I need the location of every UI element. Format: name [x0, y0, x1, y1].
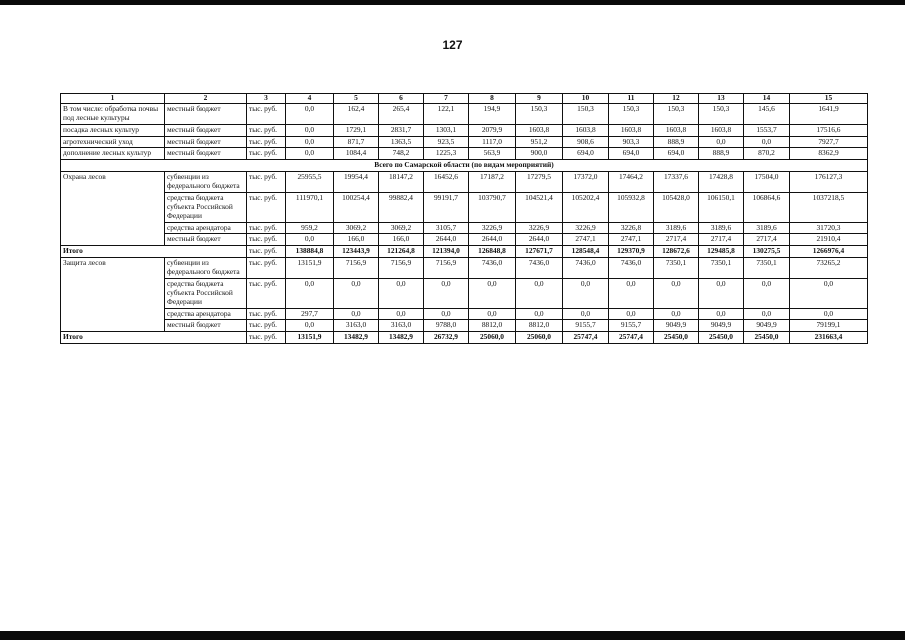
- value-cell: 126848,8: [469, 246, 516, 258]
- value-cell: 25450,0: [654, 332, 699, 344]
- value-cell: 0,0: [654, 308, 699, 320]
- value-cell: 0,0: [334, 278, 379, 308]
- value-cell: 0,0: [516, 308, 563, 320]
- value-cell: 7156,9: [379, 258, 424, 279]
- table-row: [61, 308, 868, 320]
- value-cell: 0,0: [286, 124, 334, 136]
- value-cell: 3105,7: [424, 222, 469, 234]
- table-row: [61, 222, 868, 234]
- column-number-row: [61, 94, 868, 104]
- value-cell: 166,0: [379, 234, 424, 246]
- value-cell: 166,0: [334, 234, 379, 246]
- value-cell: 3189,6: [654, 222, 699, 234]
- unit-cell: тыс. руб.: [247, 332, 286, 344]
- value-cell: 888,9: [654, 136, 699, 148]
- value-cell: 145,6: [744, 103, 790, 124]
- value-cell: 130275,5: [744, 246, 790, 258]
- value-cell: 0,0: [744, 308, 790, 320]
- activity-cell: посадка лесных культур: [61, 124, 165, 136]
- value-cell: 748,2: [379, 148, 424, 160]
- value-cell: 25450,0: [699, 332, 744, 344]
- value-cell: 3226,9: [563, 222, 609, 234]
- column-number-header: 6: [379, 94, 424, 104]
- total-row: [61, 332, 868, 344]
- top-border-rule: [0, 0, 905, 5]
- unit-cell: тыс. руб.: [247, 258, 286, 279]
- value-cell: 0,0: [563, 308, 609, 320]
- funding-source-cell: средства бюджета субъекта Российской Федерации: [165, 278, 247, 308]
- value-cell: 121394,0: [424, 246, 469, 258]
- funding-source-cell: субвенции из федерального бюджета: [165, 172, 247, 193]
- value-cell: 297,7: [286, 308, 334, 320]
- value-cell: 105202,4: [563, 192, 609, 222]
- value-cell: 31720,3: [790, 222, 868, 234]
- value-cell: 870,2: [744, 148, 790, 160]
- value-cell: 694,0: [609, 148, 654, 160]
- value-cell: 923,5: [424, 136, 469, 148]
- value-cell: 25060,0: [469, 332, 516, 344]
- funding-source-cell: средства бюджета субъекта Российской Федерации: [165, 192, 247, 222]
- value-cell: 1603,8: [609, 124, 654, 136]
- value-cell: 26732,9: [424, 332, 469, 344]
- value-cell: 0,0: [516, 278, 563, 308]
- funding-source-cell: местный бюджет: [165, 320, 247, 332]
- value-cell: 25060,0: [516, 332, 563, 344]
- value-cell: 7927,7: [790, 136, 868, 148]
- value-cell: 9155,7: [609, 320, 654, 332]
- funding-source-cell: местный бюджет: [165, 148, 247, 160]
- value-cell: 0,0: [699, 136, 744, 148]
- value-cell: 7436,0: [563, 258, 609, 279]
- bottom-border-rule: [0, 631, 905, 640]
- value-cell: 0,0: [379, 308, 424, 320]
- value-cell: 0,0: [609, 278, 654, 308]
- value-cell: 17464,2: [609, 172, 654, 193]
- column-number-header: 14: [744, 94, 790, 104]
- value-cell: 18147,2: [379, 172, 424, 193]
- value-cell: 9049,9: [699, 320, 744, 332]
- value-cell: 79199,1: [790, 320, 868, 332]
- value-cell: 2644,0: [469, 234, 516, 246]
- value-cell: 563,9: [469, 148, 516, 160]
- value-cell: 0,0: [744, 136, 790, 148]
- column-number-header: 13: [699, 94, 744, 104]
- value-cell: 0,0: [744, 278, 790, 308]
- funding-source-cell: местный бюджет: [165, 124, 247, 136]
- value-cell: 0,0: [379, 278, 424, 308]
- column-number-header: 3: [247, 94, 286, 104]
- column-number-header: 7: [424, 94, 469, 104]
- activity-cell: агротехнический уход: [61, 136, 165, 148]
- value-cell: 13151,9: [286, 258, 334, 279]
- value-cell: 1603,8: [563, 124, 609, 136]
- unit-cell: тыс. руб.: [247, 103, 286, 124]
- value-cell: 13482,9: [379, 332, 424, 344]
- value-cell: 2747,1: [563, 234, 609, 246]
- unit-cell: тыс. руб.: [247, 172, 286, 193]
- value-cell: 1266976,4: [790, 246, 868, 258]
- value-cell: 2644,0: [516, 234, 563, 246]
- column-number-header: 1: [61, 94, 165, 104]
- value-cell: 17279,5: [516, 172, 563, 193]
- value-cell: 111970,1: [286, 192, 334, 222]
- value-cell: 150,3: [699, 103, 744, 124]
- value-cell: 150,3: [563, 103, 609, 124]
- value-cell: 3069,2: [379, 222, 424, 234]
- budget-table: [60, 93, 868, 344]
- total-row: [61, 246, 868, 258]
- activity-cell: В том числе: обработка почвы под лесные культуры: [61, 103, 165, 124]
- value-cell: 8362,9: [790, 148, 868, 160]
- value-cell: 7156,9: [424, 258, 469, 279]
- value-cell: 7436,0: [469, 258, 516, 279]
- unit-cell: тыс. руб.: [247, 308, 286, 320]
- value-cell: 3163,0: [334, 320, 379, 332]
- value-cell: 9155,7: [563, 320, 609, 332]
- value-cell: 0,0: [699, 278, 744, 308]
- value-cell: 128548,4: [563, 246, 609, 258]
- value-cell: 1603,8: [699, 124, 744, 136]
- value-cell: 1303,1: [424, 124, 469, 136]
- value-cell: 0,0: [654, 278, 699, 308]
- value-cell: 3189,6: [699, 222, 744, 234]
- table-body: [61, 103, 868, 343]
- value-cell: 3163,0: [379, 320, 424, 332]
- total-label: Итого: [61, 246, 247, 258]
- value-cell: 0,0: [286, 148, 334, 160]
- unit-cell: тыс. руб.: [247, 192, 286, 222]
- column-number-header: 10: [563, 94, 609, 104]
- column-number-header: 15: [790, 94, 868, 104]
- section-header-row: [61, 160, 868, 172]
- value-cell: 1084,4: [334, 148, 379, 160]
- page-number: 127: [442, 38, 463, 52]
- value-cell: 694,0: [654, 148, 699, 160]
- value-cell: 176127,3: [790, 172, 868, 193]
- value-cell: 0,0: [424, 308, 469, 320]
- value-cell: 0,0: [790, 308, 868, 320]
- value-cell: 7350,1: [654, 258, 699, 279]
- value-cell: 1729,1: [334, 124, 379, 136]
- value-cell: 129370,9: [609, 246, 654, 258]
- value-cell: 123443,9: [334, 246, 379, 258]
- value-cell: 265,4: [379, 103, 424, 124]
- unit-cell: тыс. руб.: [247, 148, 286, 160]
- value-cell: 138884,8: [286, 246, 334, 258]
- value-cell: 2717,4: [699, 234, 744, 246]
- value-cell: 1225,3: [424, 148, 469, 160]
- table-row: [61, 124, 868, 136]
- column-number-header: 12: [654, 94, 699, 104]
- value-cell: 0,0: [286, 136, 334, 148]
- funding-source-cell: местный бюджет: [165, 103, 247, 124]
- table-row: [61, 103, 868, 124]
- value-cell: 25450,0: [744, 332, 790, 344]
- value-cell: 1363,5: [379, 136, 424, 148]
- activity-cell: дополнение лесных культур: [61, 148, 165, 160]
- table-row: [61, 258, 868, 279]
- funding-source-cell: средства арендатора: [165, 222, 247, 234]
- value-cell: 3189,6: [744, 222, 790, 234]
- value-cell: 73265,2: [790, 258, 868, 279]
- funding-source-cell: средства арендатора: [165, 308, 247, 320]
- value-cell: 8812,0: [469, 320, 516, 332]
- value-cell: 7156,9: [334, 258, 379, 279]
- value-cell: 0,0: [699, 308, 744, 320]
- value-cell: 0,0: [469, 308, 516, 320]
- value-cell: 13151,9: [286, 332, 334, 344]
- value-cell: 103790,7: [469, 192, 516, 222]
- value-cell: 1641,9: [790, 103, 868, 124]
- value-cell: 951,2: [516, 136, 563, 148]
- table-row: [61, 278, 868, 308]
- value-cell: 9049,9: [744, 320, 790, 332]
- value-cell: 17187,2: [469, 172, 516, 193]
- value-cell: 3226,9: [469, 222, 516, 234]
- value-cell: 105932,8: [609, 192, 654, 222]
- value-cell: 1117,0: [469, 136, 516, 148]
- value-cell: 122,1: [424, 103, 469, 124]
- value-cell: 908,6: [563, 136, 609, 148]
- value-cell: 2831,7: [379, 124, 424, 136]
- funding-source-cell: местный бюджет: [165, 234, 247, 246]
- value-cell: 0,0: [334, 308, 379, 320]
- value-cell: 99191,7: [424, 192, 469, 222]
- value-cell: 25747,4: [563, 332, 609, 344]
- value-cell: 104521,4: [516, 192, 563, 222]
- value-cell: 1603,8: [516, 124, 563, 136]
- value-cell: 194,9: [469, 103, 516, 124]
- value-cell: 0,0: [286, 103, 334, 124]
- value-cell: 2644,0: [424, 234, 469, 246]
- column-number-header: 4: [286, 94, 334, 104]
- unit-cell: тыс. руб.: [247, 124, 286, 136]
- value-cell: 2717,4: [744, 234, 790, 246]
- value-cell: 8812,0: [516, 320, 563, 332]
- value-cell: 2079,9: [469, 124, 516, 136]
- value-cell: 150,3: [516, 103, 563, 124]
- value-cell: 17504,0: [744, 172, 790, 193]
- value-cell: 0,0: [469, 278, 516, 308]
- value-cell: 3226,9: [516, 222, 563, 234]
- value-cell: 959,2: [286, 222, 334, 234]
- value-cell: 1037218,5: [790, 192, 868, 222]
- value-cell: 21910,4: [790, 234, 868, 246]
- value-cell: 1603,8: [654, 124, 699, 136]
- value-cell: 7350,1: [744, 258, 790, 279]
- value-cell: 25955,5: [286, 172, 334, 193]
- column-number-header: 2: [165, 94, 247, 104]
- table-row: [61, 148, 868, 160]
- value-cell: 17516,6: [790, 124, 868, 136]
- value-cell: 871,7: [334, 136, 379, 148]
- value-cell: 121264,8: [379, 246, 424, 258]
- value-cell: 150,3: [654, 103, 699, 124]
- unit-cell: тыс. руб.: [247, 246, 286, 258]
- value-cell: 0,0: [790, 278, 868, 308]
- value-cell: 17428,8: [699, 172, 744, 193]
- activity-cell: Охрана лесов: [61, 172, 165, 246]
- unit-cell: тыс. руб.: [247, 320, 286, 332]
- value-cell: 100254,4: [334, 192, 379, 222]
- value-cell: 16452,6: [424, 172, 469, 193]
- value-cell: 17372,0: [563, 172, 609, 193]
- value-cell: 13482,9: [334, 332, 379, 344]
- value-cell: 694,0: [563, 148, 609, 160]
- value-cell: 7350,1: [699, 258, 744, 279]
- value-cell: 17337,6: [654, 172, 699, 193]
- value-cell: 0,0: [286, 234, 334, 246]
- value-cell: 1553,7: [744, 124, 790, 136]
- value-cell: 128672,6: [654, 246, 699, 258]
- value-cell: 0,0: [286, 278, 334, 308]
- value-cell: 0,0: [286, 320, 334, 332]
- value-cell: 0,0: [609, 308, 654, 320]
- value-cell: 903,3: [609, 136, 654, 148]
- value-cell: 150,3: [609, 103, 654, 124]
- value-cell: 7436,0: [516, 258, 563, 279]
- activity-cell: Защита лесов: [61, 258, 165, 332]
- value-cell: 19954,4: [334, 172, 379, 193]
- value-cell: 0,0: [424, 278, 469, 308]
- value-cell: 3226,8: [609, 222, 654, 234]
- column-number-header: 11: [609, 94, 654, 104]
- table-row: [61, 136, 868, 148]
- value-cell: 25747,4: [609, 332, 654, 344]
- column-number-header: 5: [334, 94, 379, 104]
- value-cell: 105428,0: [654, 192, 699, 222]
- column-number-header: 8: [469, 94, 516, 104]
- value-cell: 127671,7: [516, 246, 563, 258]
- funding-source-cell: субвенции из федерального бюджета: [165, 258, 247, 279]
- value-cell: 2717,4: [654, 234, 699, 246]
- unit-cell: тыс. руб.: [247, 278, 286, 308]
- unit-cell: тыс. руб.: [247, 222, 286, 234]
- value-cell: 888,9: [699, 148, 744, 160]
- value-cell: 231663,4: [790, 332, 868, 344]
- table-row: [61, 192, 868, 222]
- value-cell: 129485,8: [699, 246, 744, 258]
- value-cell: 7436,0: [609, 258, 654, 279]
- total-label: Итого: [61, 332, 247, 344]
- value-cell: 3069,2: [334, 222, 379, 234]
- table-row: [61, 234, 868, 246]
- value-cell: 99882,4: [379, 192, 424, 222]
- table-row: [61, 320, 868, 332]
- value-cell: 106864,6: [744, 192, 790, 222]
- column-number-header: 9: [516, 94, 563, 104]
- table-row: [61, 172, 868, 193]
- section-header: Всего по Самарской области (по видам мероприятий): [61, 160, 868, 172]
- value-cell: 0,0: [563, 278, 609, 308]
- value-cell: 9049,9: [654, 320, 699, 332]
- funding-source-cell: местный бюджет: [165, 136, 247, 148]
- unit-cell: тыс. руб.: [247, 136, 286, 148]
- value-cell: 900,0: [516, 148, 563, 160]
- value-cell: 2747,1: [609, 234, 654, 246]
- unit-cell: тыс. руб.: [247, 234, 286, 246]
- value-cell: 9788,0: [424, 320, 469, 332]
- value-cell: 162,4: [334, 103, 379, 124]
- value-cell: 106150,1: [699, 192, 744, 222]
